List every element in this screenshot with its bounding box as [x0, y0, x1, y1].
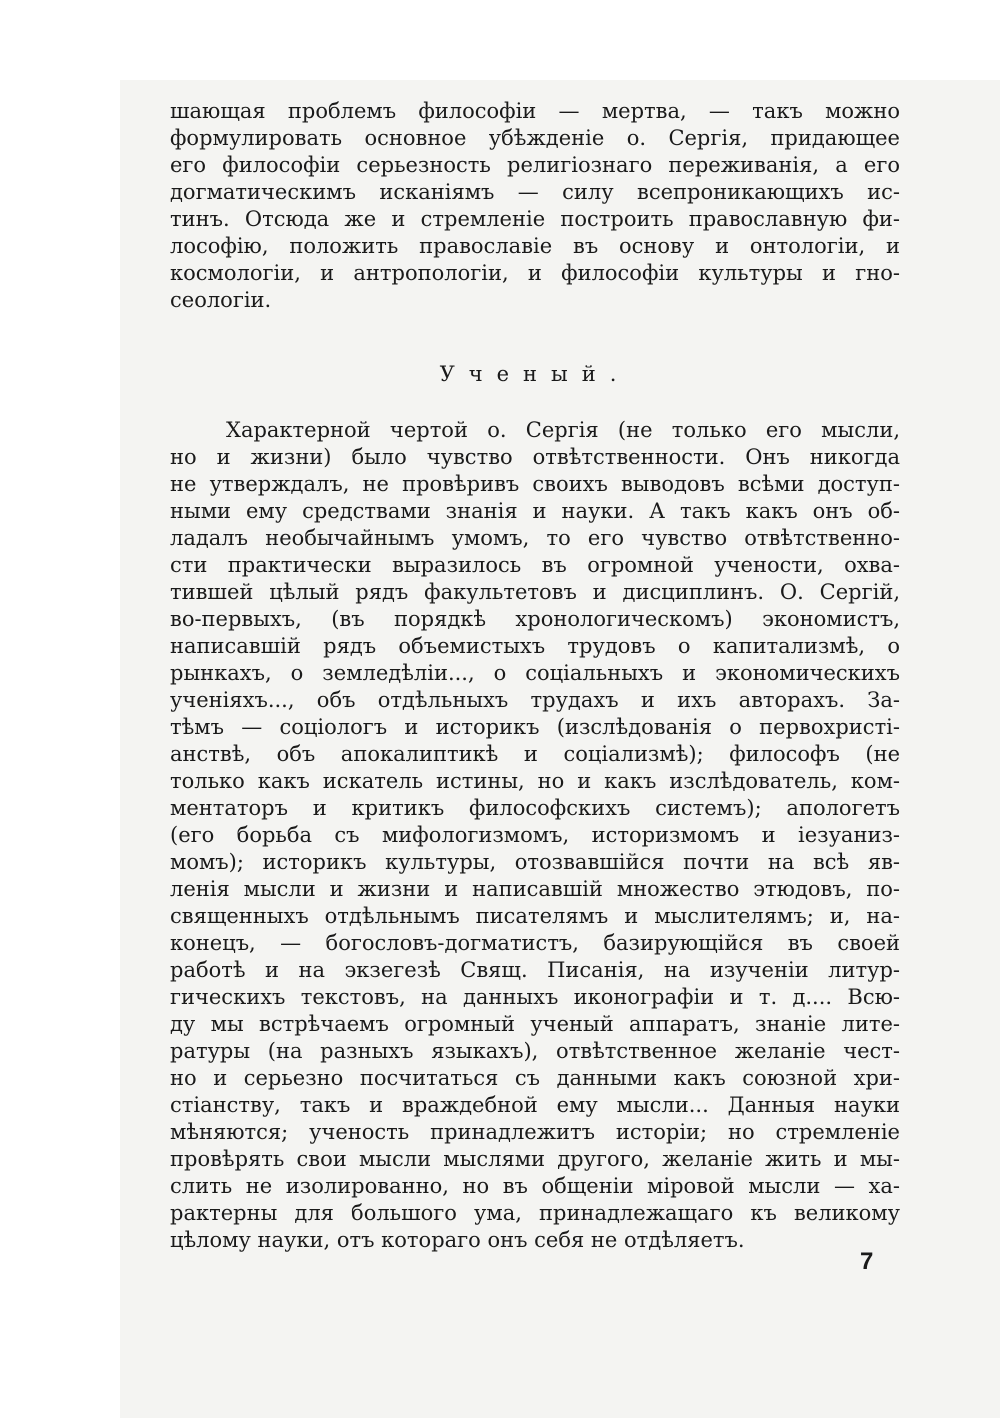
text-line: ду мы встрѣчаемъ огромный ученый аппаратъ, знаніе лите-: [170, 1012, 900, 1036]
paragraph-main: [170, 417, 900, 1254]
text-line: сти практически выразилось въ огромной учености, охва-: [170, 553, 900, 577]
text-line: рактерны для большого ума, принадлежащаго къ великому: [170, 1201, 900, 1225]
text-line: ратуры (на разныхъ языкахъ), отвѣтственное желаніе чест-: [170, 1039, 900, 1063]
text-line: ладалъ необычайнымъ умомъ, то его чувство отвѣтственно-: [170, 526, 900, 550]
text-line: тившей цѣлый рядъ факультетовъ и дисциплинъ. О. Сергій,: [170, 580, 900, 604]
text-line: но и жизни) было чувство отвѣтственности. Онъ никогда: [170, 445, 900, 469]
text-line: стіанству, такъ и враждебной ему мысли... Данныя науки: [170, 1093, 900, 1117]
text-line: сеологіи.: [170, 288, 272, 312]
text-line: тѣмъ — соціологъ и историкъ (изслѣдованія о первохристі-: [170, 715, 900, 739]
text-line: космологіи, и антропологіи, и философіи культуры и гно-: [170, 261, 900, 285]
text-line: Характерной чертой о. Сергія (не только его мысли,: [226, 418, 900, 442]
text-line: ученіяхъ..., объ отдѣльныхъ трудахъ и ихъ авторахъ. За-: [170, 688, 900, 712]
text-line: только какъ искатель истины, но и какъ изслѣдователь, ком-: [170, 769, 900, 793]
text-line: цѣлому науки, отъ котораго онъ себя не отдѣляетъ.: [170, 1228, 745, 1252]
text-line: ленія мысли и жизни и написавшій множество этюдовъ, по-: [170, 877, 900, 901]
section-heading: Ученый.: [439, 362, 631, 386]
text-line: формулировать основное убѣжденіе о. Сергія, придающее: [170, 126, 900, 150]
text-line: момъ); историкъ культуры, отозвавшійся почти на всѣ яв-: [170, 850, 900, 874]
text-line: догматическимъ исканіямъ — силу всепроникающихъ ис-: [170, 180, 900, 204]
text-line: рынкахъ, о земледѣліи..., о соціальныхъ и экономическихъ: [170, 661, 900, 685]
text-line: тинъ. Отсюда же и стремленіе построить православную фи-: [170, 207, 900, 231]
text-line: анствѣ, объ апокалиптикѣ и соціализмѣ); философъ (не: [170, 742, 900, 766]
text-line: лософію, положить православіе въ основу и онтологіи, и: [170, 234, 900, 258]
text-line: его философіи серьезность религіознаго переживанія, а его: [170, 153, 900, 177]
text-line: (его борьба съ мифологизмомъ, историзмомъ и іезуаниз-: [170, 823, 900, 847]
text-line: ными ему средствами знанія и науки. А такъ какъ онъ об-: [170, 499, 900, 523]
text-line: но и серьезно посчитаться съ данными какъ союзной хри-: [170, 1066, 900, 1090]
text-line: священныхъ отдѣльнымъ писателямъ и мыслителямъ; и, на-: [170, 904, 900, 928]
page-number: 7: [860, 1248, 874, 1275]
text-line: провѣрять свои мысли мыслями другого, желаніе жить и мы-: [170, 1147, 900, 1171]
text-line: ментаторъ и критикъ философскихъ системъ); апологетъ: [170, 796, 900, 820]
text-line: не утверждалъ, не провѣривъ своихъ выводовъ всѣми доступ-: [170, 472, 900, 496]
text-line: написавшій рядъ объемистыхъ трудовъ о капитализмѣ, о: [170, 634, 900, 658]
text-line: мѣняются; ученость принадлежитъ исторіи; но стремленіе: [170, 1120, 900, 1144]
text-line: слить не изолированно, но въ общеніи міровой мысли — ха-: [170, 1174, 900, 1198]
text-line: работѣ и на экзегезѣ Свящ. Писанія, на изученіи литур-: [170, 958, 900, 982]
book-page: [120, 80, 1000, 1418]
text-line: конецъ, — богословъ-догматистъ, базирующійся въ своей: [170, 931, 900, 955]
text-line: гическихъ текстовъ, на данныхъ иконографіи и т. д.... Всю-: [170, 985, 900, 1009]
paragraph-continuation: [170, 98, 900, 314]
text-line: шающая проблемъ философіи — мертва, — такъ можно: [170, 99, 900, 123]
text-line: во-первыхъ, (въ порядкѣ хронологическомъ) экономистъ,: [170, 607, 900, 631]
